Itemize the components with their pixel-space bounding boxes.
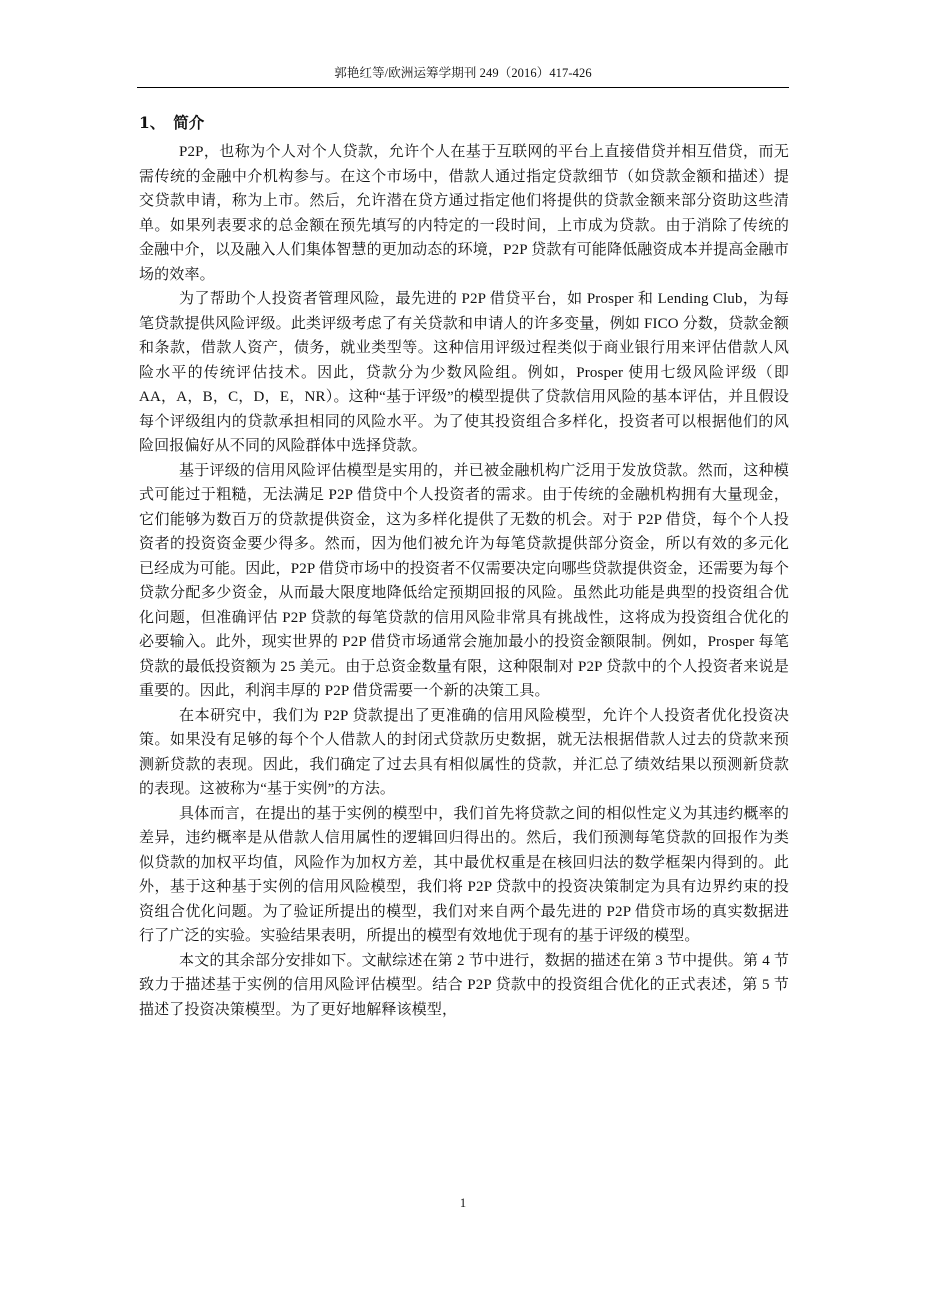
paragraph-5: 具体而言，在提出的基于实例的模型中，我们首先将贷款之间的相似性定义为其违约概率的差异，违约概率是从借款人信用属性的逻辑回归得出的。然后，我们预测每笔贷款的回报作为类似贷款的加权平均值，风险作为加权方差，其中最优权重是在核回归法的数学框架内得到的。此外，基于这种基于实例的信用风险模型，我们将 P2P 贷款中的投资决策制定为具有边界约束的投资组合优化问题。为了验证所提出的模型，我们对来自两个最先进的 P2P 借贷市场的真实数据进行了广泛的实验。实验结果表明，所提出的模型有效地优于现有的基于评级的模型。 <box>139 805 789 944</box>
header-rule <box>137 87 789 88</box>
section-title: 简介 <box>173 113 205 132</box>
paragraph-1: P2P，也称为个人对个人贷款，允许个人在基于互联网的平台上直接借贷并相互借贷，而无需传统的金融中介机构参与。在这个市场中，借款人通过指定贷款细节（如贷款金额和描述）提交贷款申请，称为上市。然后，允许潜在贷方通过指定他们将提供的贷款金额来部分资助这些清单。如果列表要求的总金额在预先填写的内特定的一段时间，上市成为贷款。由于消除了传统的金融中介，以及融入人们集体智慧的更加动态的环境，P2P 贷款有可能降低融资成本并提高金融市场的效率。 <box>139 144 789 283</box>
paragraph-4: 在本研究中，我们为 P2P 贷款提出了更准确的信用风险模型，允许个人投资者优化投资决策。如果没有足够的每个个人借款人的封闭式贷款历史数据，就无法根据借款人过去的贷款来预测新贷款的表现。因此，我们确定了过去具有相似属性的贷款，并汇总了绩效结果以预测新贷款的表现。这被称为“基于实例”的方法。 <box>139 707 789 797</box>
paragraph-6: 本文的其余部分安排如下。文献综述在第 2 节中进行，数据的描述在第 3 节中提供。第 4 节致力于描述基于实例的信用风险评估模型。结合 P2P 贷款中的投资组合优化的正式表述，第 5 节描述了投资决策模型。为了更好地解释该模型， <box>139 952 789 1018</box>
section-number: 1、 <box>139 113 166 132</box>
running-header: 郭艳红等/欧洲运筹学期刊 249（2016）417-426 <box>334 66 592 80</box>
page-number: 1 <box>459 1196 467 1210</box>
paragraph-2: 为了帮助个人投资者管理风险，最先进的 P2P 借贷平台，如 Prosper 和 Lending Club，为每笔贷款提供风险评级。此类评级考虑了有关贷款和申请人的许多变量，例如 FICO 分数，贷款金额和条款，借款人资产，债务，就业类型等。这种信用评级过程类似于商业银行用来评估借款人风险水平的传统评估技术。因此，贷款分为少数风险组。例如，Prosper 使用七级风险评级（即 AA，A，B，C，D，E，NR）。这种“基于评级”的模型提供了贷款信用风险的基本评估，并且假设每个评级组内的贷款承担相同的风险水平。为了使其投资组合多样化，投资者可以根据他们的风险回报偏好从不同的风险群体中选择贷款。 <box>139 291 789 454</box>
section-heading <box>139 110 789 136</box>
main-content <box>139 110 789 1022</box>
paragraph-3: 基于评级的信用风险评估模型是实用的，并已被金融机构广泛用于发放贷款。然而，这种模式可能过于粗糙，无法满足 P2P 借贷中个人投资者的需求。由于传统的金融机构拥有大量现金，它们能够为数百万的贷款提供资金，这为多样化提供了无数的机会。对于 P2P 借贷，每个个人投资者的投资资金要少得多。然而，因为他们被允许为每笔贷款提供部分资金，所以有效的多元化已经成为可能。因此，P2P 借贷市场中的投资者不仅需要决定向哪些贷款提供资金，还需要为每个贷款分配多少资金，从而最大限度地降低给定预期回报的风险。虽然此功能是典型的投资组合优化问题，但准确评估 P2P 贷款的每笔贷款的信用风险非常具有挑战性，这将成为投资组合优化的必要输入。此外，现实世界的 P2P 借贷市场通常会施加最小的投资金额限制。例如，Prosper 每笔贷款的最低投资额为 25 美元。由于总资金数量有限，这种限制对 P2P 贷款中的个人投资者来说是重要的。因此，利润丰厚的 P2P 借贷需要一个新的决策工具。 <box>139 462 789 699</box>
